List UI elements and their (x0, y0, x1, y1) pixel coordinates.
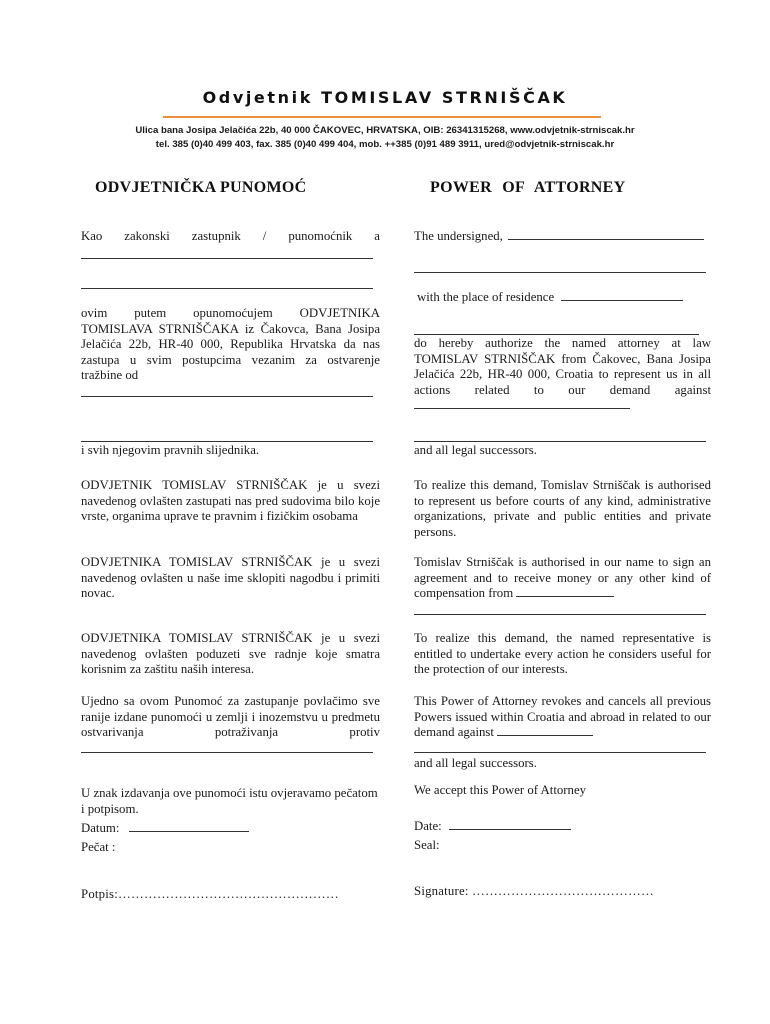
right-para-authorization-text: do hereby authorize the named attorney at law TOMISLAV STRNIŠČAK from Čakovec, Bana Josipa Jelačića 22b, HR-40 000, Croatia to represent us in all actions related to our demand against (414, 336, 711, 397)
left-para-successors: i svih njegovim pravnih slijednika. (81, 443, 260, 457)
left-signature-label: Potpis: (81, 887, 118, 901)
right-revocation-line-2 (414, 752, 706, 753)
right-compensation-field[interactable] (516, 587, 614, 597)
left-debtor-line-2 (81, 441, 373, 442)
right-against-line-2 (414, 441, 706, 442)
right-revocation-field[interactable] (497, 726, 593, 736)
right-residence-field[interactable] (561, 291, 683, 301)
right-para-authorization (414, 336, 711, 414)
left-para-actions: ODVJETNIKA TOMISLAV STRNIŠČAK je u svezi navedenog ovlašten poduzeti sve radnje koje smatra korisnim za zaštitu naših interesa. (81, 631, 380, 676)
right-residence-label: with the place of residence (417, 290, 555, 304)
right-para-revocation (414, 694, 711, 741)
left-para-certification: U znak izdavanja ove punomoći istu ovjeravamo pečatom i potpisom. (81, 786, 378, 816)
right-signature-row (414, 884, 654, 899)
left-debtor-line (81, 396, 373, 397)
right-undersigned-line-2 (414, 272, 706, 273)
left-principal-line-1 (81, 258, 373, 259)
right-para-compensation-text: Tomislav Strniščak is authorised in our name to sign an agreement and to receive money or any other kind of compensation from (414, 555, 711, 600)
right-undersigned-label: The undersigned, (414, 229, 503, 243)
left-date-row (81, 821, 380, 837)
right-undersigned-field[interactable] (508, 230, 704, 240)
right-seal-label: Seal: (414, 838, 440, 852)
right-date-row (414, 819, 711, 835)
left-para-principal: Kao zakonski zastupnik / punomoćnik a (81, 229, 380, 243)
left-seal-label: Pečat : (81, 840, 116, 854)
right-signature-label: Signature: (414, 884, 469, 898)
right-residence-line-2 (414, 334, 699, 335)
left-signature-dots[interactable]: …………………………………………… (117, 887, 339, 901)
left-para-settlement: ODVJETNIKA TOMISLAV STRNIŠČAK je u svezi navedenog ovlašten u naše ime sklopiti nagodbu i primiti novac. (81, 555, 380, 600)
right-residence-row (417, 290, 714, 306)
left-revocation-line (81, 752, 373, 753)
letterhead-contact: tel. 385 (0)40 499 403, fax. 385 (0)40 499 404, mob. ++385 (0)91 489 3911, ured@odvjetnik-strniscak.hr (155, 139, 615, 150)
left-date-label: Datum: (81, 821, 120, 835)
right-compensation-line-2 (414, 614, 706, 615)
letterhead-divider (163, 116, 601, 118)
right-para-acceptance: We accept this Power of Attorney (414, 783, 587, 797)
left-column-title: ODVJETNIČKA PUNOMOĆ (95, 179, 307, 196)
right-para-courts: To realize this demand, Tomislav Strniščak is authorised to represent us before courts of any kind, administrative organizations, private and public entities and private persons. (414, 478, 711, 539)
right-date-label: Date: (414, 819, 442, 833)
right-date-field[interactable] (449, 820, 571, 830)
left-para-courts: ODVJETNIK TOMISLAV STRNIŠČAK je u svezi navedenog ovlašten zastupati nas pred sudovima bilo koje vrste, organima uprave te pravnim i fizičkim osobama (81, 478, 380, 523)
left-para-revocation: Ujedno sa ovom Punomoć za zastupanje povlačimo sve ranije izdane punomoći u zemlji i inozemstvu u predmetu ostvarivanja potraživanja protiv (81, 694, 380, 739)
right-para-compensation (414, 555, 711, 602)
right-para-revocation-text: This Power of Attorney revokes and cancels all previous Powers issued within Croatia and abroad in related to our demand against (414, 694, 711, 739)
right-para-successors: and all legal successors. (414, 443, 537, 457)
letterhead-title: Odvjetnik TOMISLAV STRNIŠČAK (202, 88, 568, 107)
right-signature-dots[interactable]: …………………………………… (472, 884, 654, 898)
right-para-successors-2: and all legal successors. (414, 756, 537, 770)
right-column-title: POWER OF ATTORNEY (430, 179, 626, 196)
right-against-field[interactable] (414, 399, 630, 409)
left-date-field[interactable] (129, 822, 249, 832)
letterhead-address: Ulica bana Josipa Jelačića 22b, 40 000 ČAKOVEC, HRVATSKA, OIB: 26341315268, www.odvjetnik-strniscak.hr (135, 125, 635, 136)
right-undersigned-row (414, 229, 711, 245)
left-principal-line-2 (81, 288, 373, 289)
right-para-actions: To realize this demand, the named representative is entitled to undertake every action he considers useful for the protection of our interests. (414, 631, 711, 676)
left-signature-row (81, 887, 339, 902)
left-para-authorization: ovim putem opunomoćujem ODVJETNIKA TOMISLAVA STRNIŠČAKA iz Čakovca, Bana Josipa Jelačića 22b, HR-40 000, Republika Hrvatska da nas zastupa u svim postupcima vezanim za ostvarenje tražbine od (81, 306, 380, 382)
